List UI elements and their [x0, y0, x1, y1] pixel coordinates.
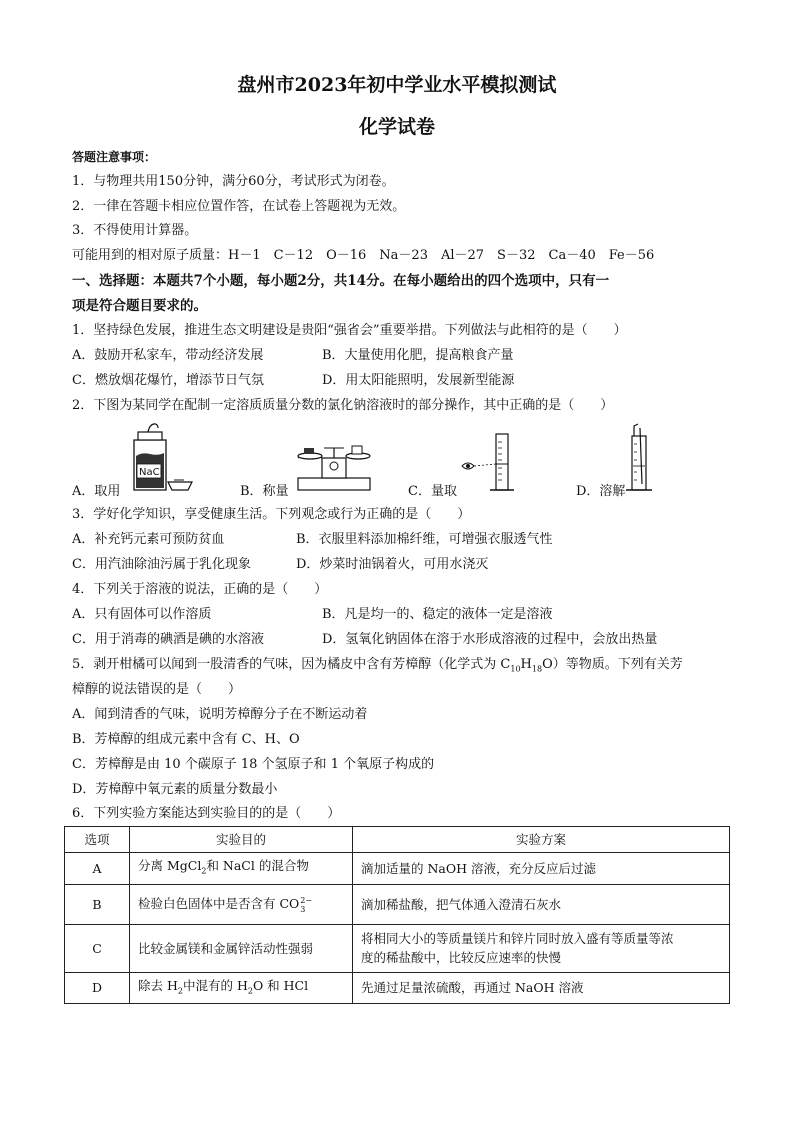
table-cell-plan: 滴加稀盐酸，把气体通入澄清石灰水 [353, 884, 730, 924]
notice-item-3: 3．不得使用计算器。 [72, 223, 198, 238]
table-cell-plan: 先通过足量浓硫酸，再通过 NaOH 溶液 [353, 972, 730, 1004]
q3-option-a: A．补充钙元素可预防贫血 [72, 532, 225, 547]
q5-option-a: A．闻到清香的气味，说明芳樟醇分子在不断运动着 [72, 707, 368, 722]
q1-option-b: B．大量使用化肥，提高粮食产量 [322, 348, 514, 363]
svg-text:NaCl: NaCl [139, 467, 163, 478]
q5-stem: 5．剥开柑橘可以闻到一股清香的气味，因为橘皮中含有芳樟醇（化学式为 $C_{10}H_{18}O$）等物质。下列有关芳 [72, 657, 683, 674]
q3-option-b: B．衣服里料添加棉纤维，可增强衣服透气性 [296, 532, 553, 547]
q5-stem-cont: 樟醇的说法错误的是（ ） [72, 682, 242, 697]
table-cell-plan: 将相同大小的等质量镁片和锌片同时放入盛有等质量等浓 度的稀盐酸中，比较反应速率的快慢 [353, 924, 730, 972]
table-header-row [65, 827, 730, 853]
atomic-masses: 可能用到的相对原子质量：H－1 C－12 O－16 Na－23 Al－27 S－32 Ca－40 Fe－56 [72, 248, 655, 263]
q1-stem: 1．坚持绿色发展，推进生态文明建设是贵阳“强省会”重要举措。下列做法与此相符的是（ ） [72, 323, 627, 338]
cylinder-reading-figure [458, 428, 528, 496]
table-header: 选项 [65, 827, 130, 853]
notice-heading: 答题注意事项： [72, 150, 157, 164]
table-cell-option: D [65, 972, 130, 1004]
table-cell-purpose: 分离 MgCl$_2$和 NaCl 的混合物 [130, 853, 353, 885]
table-cell-purpose: 检验白色固体中是否含有 CO2− 3 [130, 884, 353, 924]
table-cell-option: B [65, 884, 130, 924]
q3-stem: 3．学好化学知识，享受健康生活。下列观念或行为正确的是（ ） [72, 507, 471, 522]
table-row [65, 853, 730, 885]
experiment-table [64, 826, 730, 1004]
dissolving-figure [620, 422, 660, 496]
table-row [65, 884, 730, 924]
table-cell-purpose: 比较金属镁和金属锌活动性强弱 [130, 924, 353, 972]
notice-item-1: 1．与物理共用150分钟，满分60分，考试形式为闭卷。 [72, 174, 395, 189]
table-cell-purpose: 除去 $H_2$中混有的 $H_2O$ 和 HCl [130, 972, 353, 1004]
q4-option-d: D．氢氧化钠固体在溶于水形成溶液的过程中，会放出热量 [322, 632, 658, 647]
table-row [65, 924, 730, 972]
page-subtitle: 化学试卷 [358, 116, 435, 138]
table-header: 实验目的 [130, 827, 353, 853]
q1-option-a: A．鼓励开私家车，带动经济发展 [72, 348, 264, 363]
q3-option-c: C．用汽油除油污属于乳化现象 [72, 557, 251, 572]
table-cell-option: C [65, 924, 130, 972]
table-row [65, 972, 730, 1004]
section-heading-line1: 一、选择题：本题共7个小题，每小题2分，共14分。在每小题给出的四个选项中，只有一 [72, 273, 610, 289]
page-title: 盘州市2023年初中学业水平模拟测试 [237, 74, 557, 96]
q4-option-a: A．只有固体可以作溶质 [72, 607, 212, 622]
q2-option-a: A．取用 [72, 484, 121, 499]
q1-option-c: C．燃放烟花爆竹，增添节日气氛 [72, 373, 264, 388]
q5-option-d: D．芳樟醇中氧元素的质量分数最小 [72, 782, 278, 797]
q4-option-b: B．凡是均一的、稳定的液体一定是溶液 [322, 607, 553, 622]
q2-option-d: D．溶解 [576, 484, 626, 499]
balance-figure [294, 440, 374, 496]
q6-stem: 6．下列实验方案能达到实验目的的是（ ） [72, 806, 341, 821]
reagent-bottle-figure [118, 420, 198, 496]
q2-option-b: B．称量 [240, 484, 289, 499]
section-heading-line2: 项是符合题目要求的。 [72, 298, 207, 314]
notice-item-2: 2．一律在答题卡相应位置作答，在试卷上答题视为无效。 [72, 199, 406, 214]
q4-option-c: C．用于消毒的碘酒是碘的水溶液 [72, 632, 264, 647]
q5-option-c: C．芳樟醇是由 10 个碳原子 18 个氢原子和 1 个氧原子构成的 [72, 757, 435, 772]
q2-option-c: C．量取 [408, 484, 457, 499]
q1-option-d: D．用太阳能照明，发展新型能源 [322, 373, 515, 388]
table-cell-plan: 滴加适量的 NaOH 溶液，充分反应后过滤 [353, 853, 730, 885]
q3-option-d: D．炒菜时油锅着火，可用水浇灭 [296, 557, 489, 572]
table-header: 实验方案 [353, 827, 730, 853]
q4-stem: 4．下列关于溶液的说法，正确的是（ ） [72, 582, 328, 597]
table-cell-option: A [65, 853, 130, 885]
q2-stem: 2．下图为某同学在配制一定溶质质量分数的氯化钠溶液时的部分操作，其中正确的是（ ） [72, 398, 614, 413]
q5-option-b: B．芳樟醇的组成元素中含有 C、H、O [72, 732, 300, 747]
